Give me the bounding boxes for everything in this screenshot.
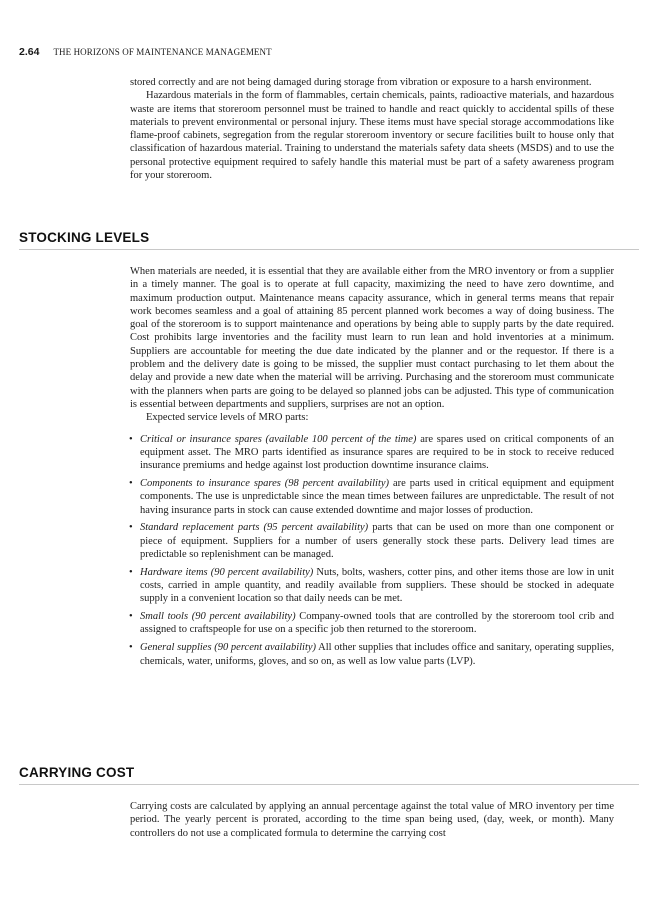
list-item-text: Nuts, bolts, washers, cotter pins, and other items those are low in unit costs, carried in ample quantity, and readily available from suppliers. These should be stocked in adequate supply in a convenient location so that daily needs can be met.: [140, 566, 614, 605]
list-item: [130, 477, 614, 517]
list-item-term: General supplies (90 percent availability): [140, 642, 317, 654]
list-item-text: All other supplies that includes office and sanitary, operating supplies, chemicals, water, uniforms, gloves, and so on, as well as low value parts (LVP).: [140, 642, 614, 667]
list-item: [130, 641, 614, 668]
list-item-term: Components to insurance spares (98 percent availability): [140, 477, 390, 489]
list-item-term: Hardware items (90 percent availability): [140, 566, 314, 578]
section-heading-stocking-levels: STOCKING LEVELS: [19, 230, 639, 250]
bullet-icon: •: [129, 522, 133, 534]
intro-paragraph-1: stored correctly and are not being damaged during storage from vibration or exposure to a harsh environment.: [130, 77, 592, 88]
list-item-text: are spares used on critical components of an equipment asset. The MRO parts identified as insurance spares are required to be in stock to receive reduced insurance premiums and hedge against lost production downtime insurance claims.: [140, 433, 614, 472]
hazardous-materials-paragraph: Hazardous materials in the form of flammables, certain chemicals, paints, radioactive materials, and hazardous waste are items that storeroom personnel must be trained to handle and react quickly to accidental spills of these materials to prevent environmental or personal injury. These items must have special storage accommodations like flame-proof cabinets, segregation from the regular storeroom inventory or secure facilities built to house only that classification of hazardous material. Training to understand the materials safety data sheets (MSDS) and to use the personal protective equipment required to safely handle this material must be part of a safety awareness program for your storeroom.: [130, 90, 614, 182]
list-item-term: Small tools (90 percent availability): [140, 611, 296, 623]
section-heading-carrying-cost: CARRYING COST: [19, 765, 639, 785]
list-item: [130, 521, 614, 561]
service-levels-intro: Expected service levels of MRO parts:: [146, 412, 309, 424]
running-head: [19, 46, 639, 58]
list-item-term: Standard replacement parts (95 percent availability): [140, 522, 369, 534]
carrying-cost-text-block: [130, 800, 614, 840]
list-item-term: Critical or insurance spares (available 100 percent of the time): [140, 433, 417, 445]
book-title: THE HORIZONS OF MAINTENANCE MANAGEMENT: [53, 47, 272, 57]
list-item: [130, 566, 614, 606]
carrying-cost-paragraph: Carrying costs are calculated by applying an annual percentage against the total value of MRO inventory per time period. The yearly percent is prorated, according to the time span being used, (day, week, or month). Many controllers do not use a complicated formula to determine the carrying cost: [130, 801, 614, 839]
bullet-icon: •: [129, 433, 133, 445]
list-item-text: are parts used in critical equipment and equipment components. The use is unpredictable since the mean times between failures are unpredictable. The result of not having insurance parts in stock can cause extended downtime and major losses of production.: [140, 477, 614, 516]
list-item: [130, 610, 614, 637]
bullet-icon: •: [129, 566, 133, 578]
bullet-icon: •: [129, 611, 133, 623]
service-levels-list: [130, 433, 614, 668]
list-item-text: parts that can be used on more than one component or piece of equipment. Suppliers for a number of users generally stock these parts. Delivery lead times are predictable so replenishment can be managed.: [140, 522, 614, 560]
list-item: [130, 433, 614, 473]
list-item-text: Company-owned tools that are controlled by the storeroom tool crib and assigned to craftspeople for use on a specific job then returned to the storeroom.: [140, 611, 614, 636]
page-number: 2.64: [19, 46, 40, 58]
intro-text-block: [130, 76, 614, 182]
bullet-icon: •: [129, 477, 133, 489]
stocking-levels-text-block: [130, 265, 614, 672]
bullet-icon: •: [129, 642, 133, 654]
stocking-levels-paragraph: When materials are needed, it is essential that they are available either from the MRO inventory or from a supplier in a timely manner. The goal is to operate at full capacity, maximizing the need to have zero downtime, and maximum production output. Maintenance means capacity assurance, which in general terms means that repair work becomes seamless and a goal of attaining 85 percent planned work becomes a way of doing business. The goal of the storeroom is to support maintenance and operations by being able to supply parts by the date required. Cost prohibits large inventories and the facility must learn to run lean and hold inventories at a minimum. Suppliers are accountable for meeting the due date indicated by the planner and or the requestor. If there is a problem and the delivery date is going to be missed, the supplier must contact purchasing to let them about the delay and provide a new date when the material will be arriving. Purchasing and the storeroom must communicate with the planners when parts are going to be delayed so planned jobs can be adjusted. This type of communication is essential between departments and suppliers, surprises are not an option.: [130, 266, 614, 410]
